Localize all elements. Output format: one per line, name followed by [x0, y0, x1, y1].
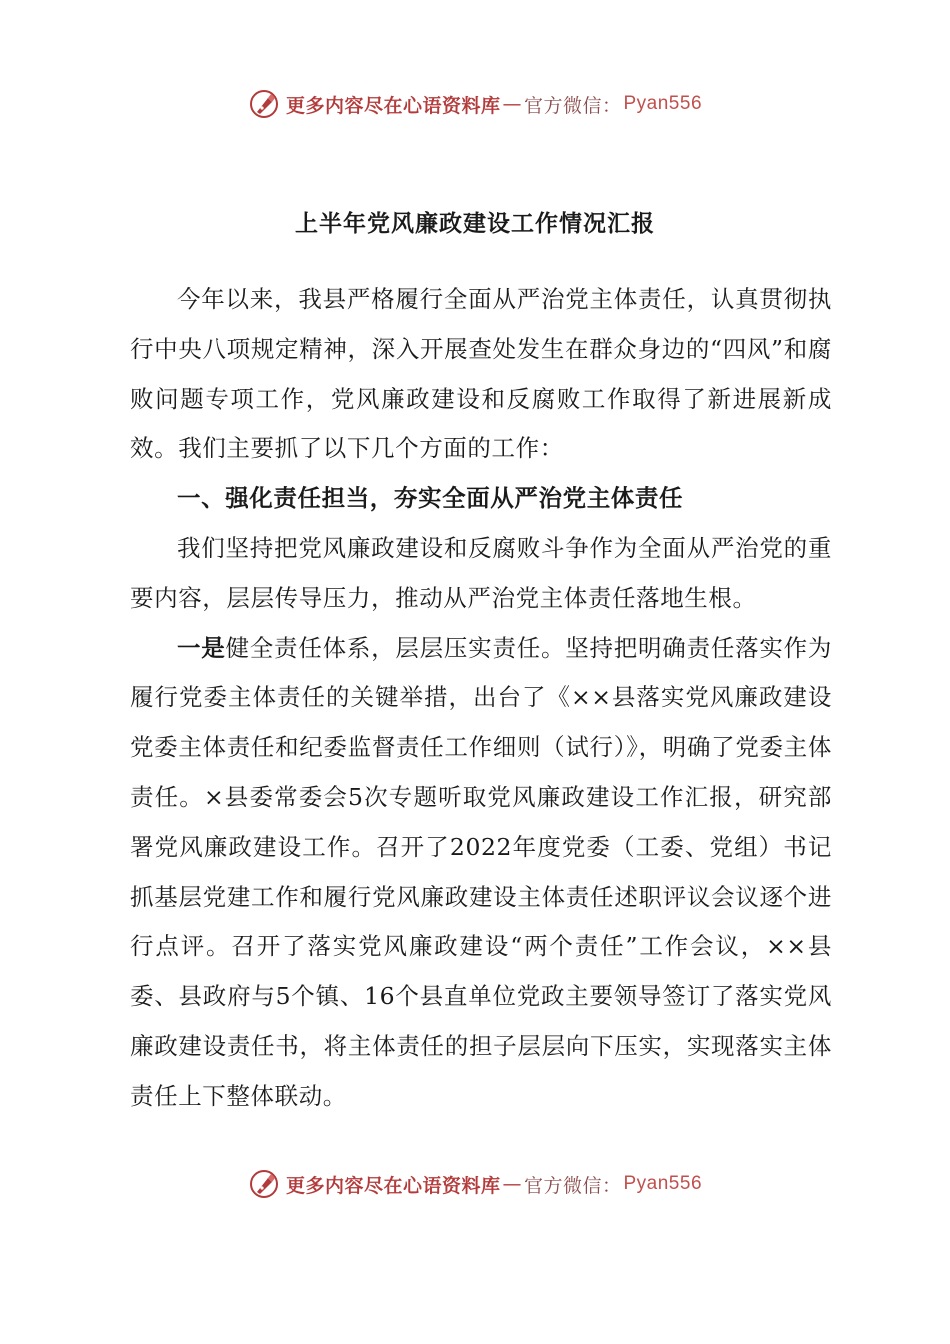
banner-dash: —: [502, 93, 522, 115]
banner-sub-text: 官方微信：: [523, 1174, 622, 1197]
banner-main-text: 更多内容尽在心语资料库: [285, 1174, 501, 1197]
document-title: 上半年党风廉政建设工作情况汇报: [295, 210, 655, 237]
point-1-text: 健全责任体系，层层压实责任。坚持把明确责任落实作为履行党委主体责任的关键举措，出台了《××县落实党风廉政建设党委主体责任和纪委监督责任工作细则（试行）》，明确了党委主体责任。×县委常委会5次专题听取党风廉政建设工作汇报，研究部署党风廉政建设工作。召开了2022年度党委（工委、党组）书记抓基层党建工作和履行党风廉政建设主体责任述职评议会议逐个进行点评。召开了落实党风廉政建设“两个责任”工作会议，××县委、县政府与5个镇、16个县直单位党政主要领导签订了落实党风廉政建设责任书，将主体责任的担子层层向下压实，实现落实主体责任上下整体联动。: [130, 633, 832, 1110]
banner-main-text: 更多内容尽在心语资料库: [285, 94, 501, 117]
banner-wechat-id: Pyan556: [623, 93, 703, 114]
pen-nib-logo-icon: [248, 88, 280, 120]
footer-watermark-banner: [0, 1164, 950, 1204]
section-1-paragraph: 我们坚持把党风廉政建设和反腐败斗争作为全面从严治党的重要内容，层层传导压力，推动从严治党主体责任落地生根。: [130, 533, 832, 612]
pen-nib-logo-icon: [248, 1168, 280, 1200]
document-body: [130, 275, 832, 1122]
point-1-lead: 一是: [177, 633, 226, 662]
banner-sub-text: 官方微信：: [523, 94, 622, 117]
header-watermark-banner: [0, 84, 950, 124]
point-1-paragraph: [130, 624, 832, 1122]
section-heading-1: 一、强化责任担当，夯实全面从严治党主体责任: [177, 484, 684, 513]
intro-paragraph: 今年以来，我县严格履行全面从严治党主体责任，认真贯彻执行中央八项规定精神，深入开展查处发生在群众身边的“四风”和腐败问题专项工作，党风廉政建设和反腐败工作取得了新进展新成效。我们主要抓了以下几个方面的工作：: [130, 285, 832, 463]
banner-wechat-id: Pyan556: [623, 1173, 703, 1194]
banner-dash: —: [502, 1173, 522, 1195]
